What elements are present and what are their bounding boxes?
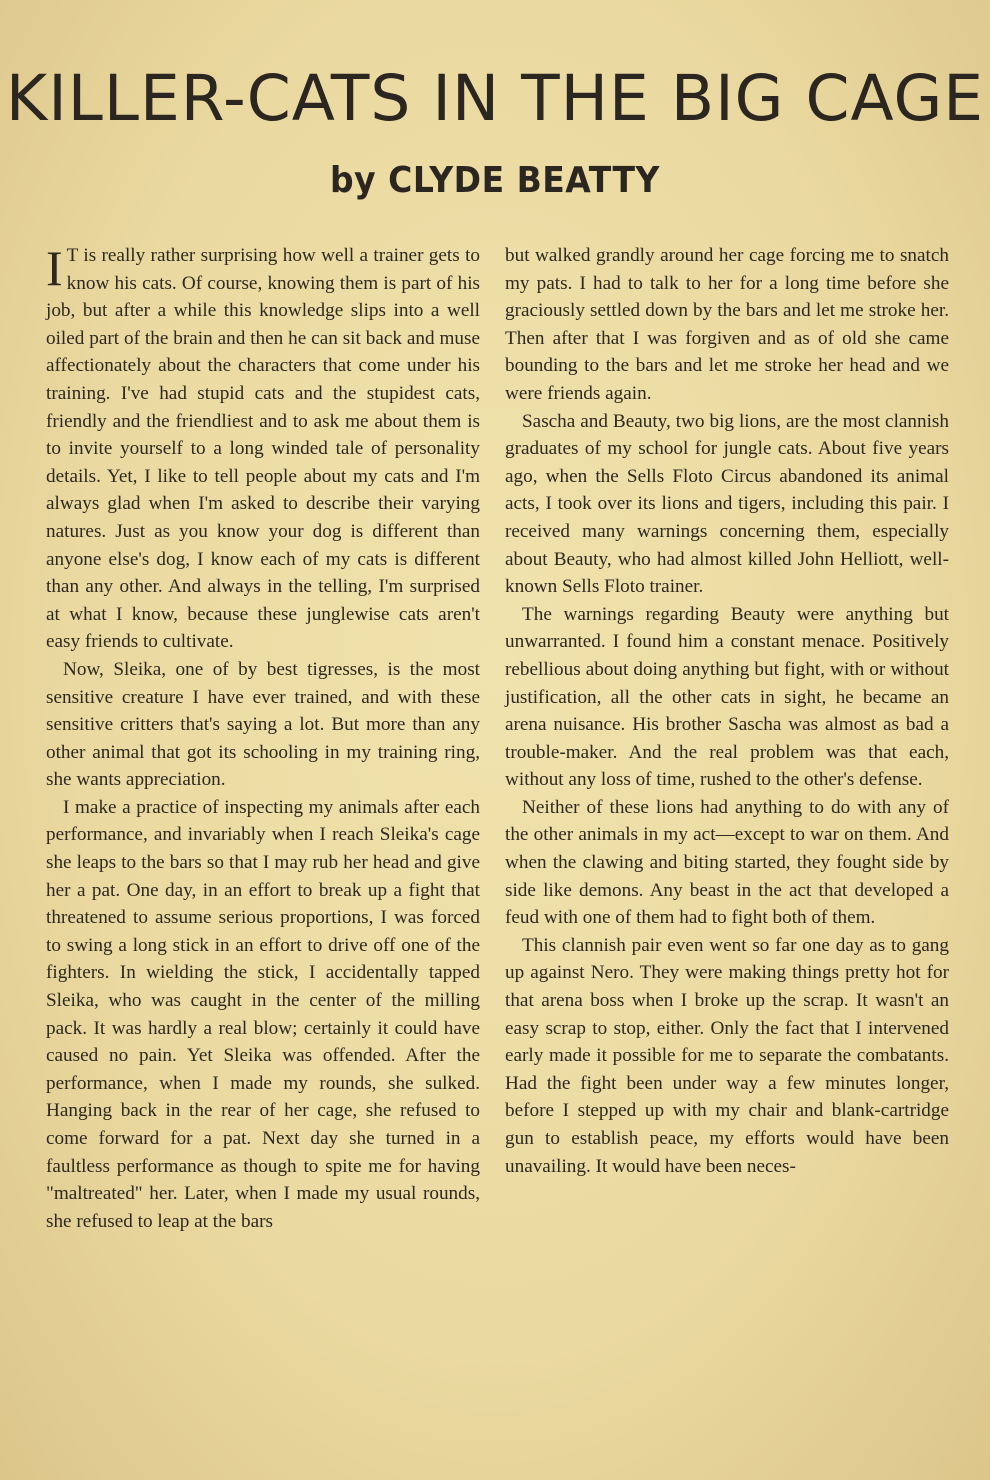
paragraph: I make a practice of inspecting my animals after each performance, and invariably when I reach Sleika's cage she leaps to the bars so that I may rub her head and give her a pat. One day, in an effort to break up a fight that threatened to assume serious proportions, I was forced to swing a long stick in an effort to drive off one of the fighters. In wielding the stick, I accidentally tapped Sleika, who was caught in the center of the milling pack. It was hardly a real blow; certainly it could have caused no pain. Yet Sleika was offended. After the performance, when I made my rounds, she sulked. Hanging back in the rear of her cage, she refused to come forward for a pat. Next day she turned in a faultless performance as though to spite me for having "maltreated" her. Later, when I made my usual rounds, she refused to leap at the bars (46, 796, 480, 1232)
paragraph: This clannish pair even went so far one day as to gang up against Nero. They were making things pretty hot for that arena boss when I broke up the scrap. It wasn't an easy scrap to stop, either. Only the fact that I intervened early made it possible for me to separate the combatants. Had the fight been under way a few minutes longer, before I stepped up with my chair and blank-cartridge gun to establish peace, my efforts would have been unavailing. It would have been neces- (505, 934, 949, 1177)
paragraph: Neither of these lions had anything to do with any of the other animals in my act—except to war on them. And when the clawing and biting started, they fought side by side like demons. Any beast in the act that developed a feud with one of them had to fight both of them. (505, 796, 949, 929)
article-title: KILLER-CATS IN THE BIG CAGE (5, 62, 985, 135)
paragraph (46, 242, 480, 656)
right-column (505, 242, 949, 1180)
paragraph-text: T is really rather surprising how well a trainer gets to know his cats. Of course, knowing them is part of his job, but after a while this knowledge slips into a well oiled part of the brain and then he can sit back and muse affectionately about the characters that come under his training. I've had stupid cats and the stupidest cats, friendly and the friendliest and to ask me about them is to invite yourself to a long winded tale of personality details. Yet, I like to tell people about my cats and I'm always glad when I'm asked to describe their varying natures. Just as you know your dog is different than anyone else's dog, I know each of my cats is different than any other. And always in the telling, I'm surprised at what I know, because these junglewise cats aren't easy friends to cultivate. (46, 245, 480, 653)
drop-cap: I (46, 240, 63, 296)
paragraph: but walked grandly around her cage forcing me to snatch my pats. I had to talk to her for a long time before she graciously settled down by the bars and let me stroke her. Then after that I was forgiven and as of old she came bounding to the bars and let me stroke her head and we were friends again. (505, 245, 949, 404)
article-byline: by CLYDE BEATTY (330, 158, 660, 201)
paragraph: Now, Sleika, one of by best tigresses, is the most sensitive creature I have ever trained, and with these sensitive critters that's saying a lot. But more than any other animal that got its schooling in my training ring, she wants appreciation. (46, 658, 480, 791)
left-column (46, 242, 480, 1235)
paragraph: The warnings regarding Beauty were anything but unwarranted. I found him a constant menace. Positively rebellious about doing anything but fight, with or without justification, all the other cats in sight, he became an arena nuisance. His brother Sascha was almost as bad a trouble-maker. And the real problem was that each, without any loss of time, rushed to the other's defense. (505, 603, 949, 791)
paragraph: Sascha and Beauty, two big lions, are the most clannish graduates of my school for jungle cats. About five years ago, when the Sells Floto Circus abandoned its animal acts, I took over its lions and tigers, including this pair. I received many warnings concerning them, especially about Beauty, who had almost killed John Helliott, well-known Sells Floto trainer. (505, 410, 949, 598)
